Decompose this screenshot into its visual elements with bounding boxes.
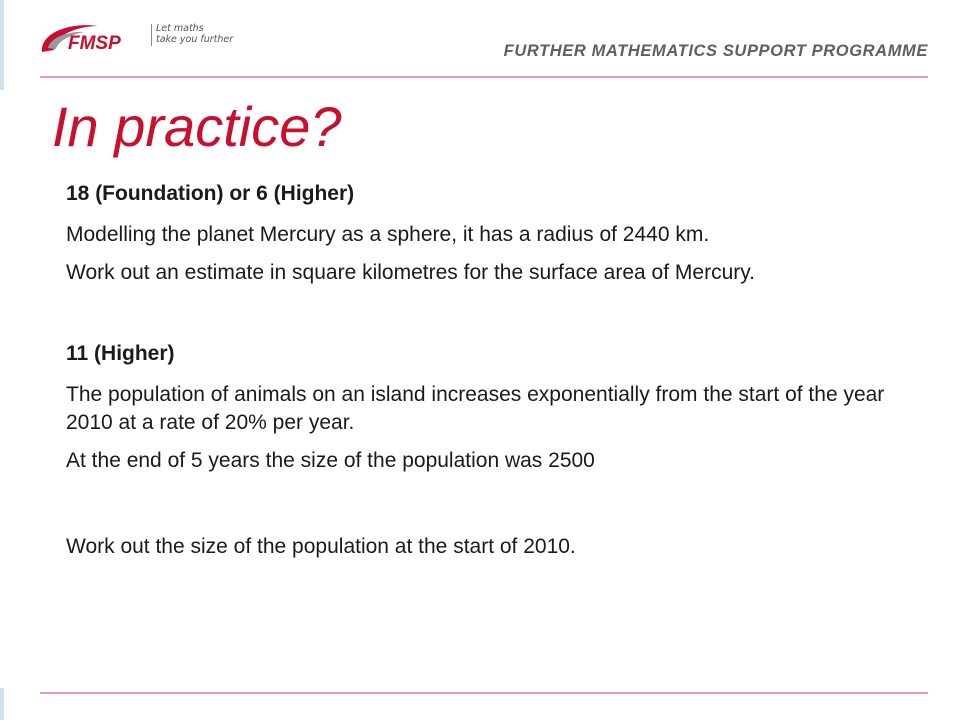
question-2-heading: 11 (Higher) xyxy=(66,342,175,365)
question-2-line-1: The population of animals on an island increases exponentially from the start of the year 2010 at a rate of 20% per year. xyxy=(66,383,885,434)
fmsp-logo xyxy=(38,18,238,68)
left-edge-strip-bottom xyxy=(0,688,4,720)
logo-wordmark: FMSP xyxy=(68,33,121,54)
question-2-line-3: Work out the size of the population at the start of 2010. xyxy=(66,535,576,558)
question-1-heading: 18 (Foundation) or 6 (Higher) xyxy=(66,182,355,205)
logo-tagline xyxy=(156,23,233,45)
logo-divider xyxy=(151,24,152,46)
slide-content xyxy=(66,180,896,561)
logo-tagline-line1: Let maths xyxy=(156,23,204,34)
slide-title: In practice? xyxy=(52,95,342,158)
question-1-line-1: Modelling the planet Mercury as a sphere, it has a radius of 2440 km. xyxy=(66,223,710,246)
question-2-line-2: At the end of 5 years the size of the population was 2500 xyxy=(66,449,595,472)
logo-tagline-line2: take you further xyxy=(156,34,234,45)
question-1-line-2: Work out an estimate in square kilometres for the surface area of Mercury. xyxy=(66,261,756,284)
header-rule xyxy=(40,76,928,78)
programme-name: FURTHER MATHEMATICS SUPPORT PROGRAMME xyxy=(503,42,928,60)
footer-rule xyxy=(40,692,928,694)
left-edge-strip xyxy=(0,0,4,90)
